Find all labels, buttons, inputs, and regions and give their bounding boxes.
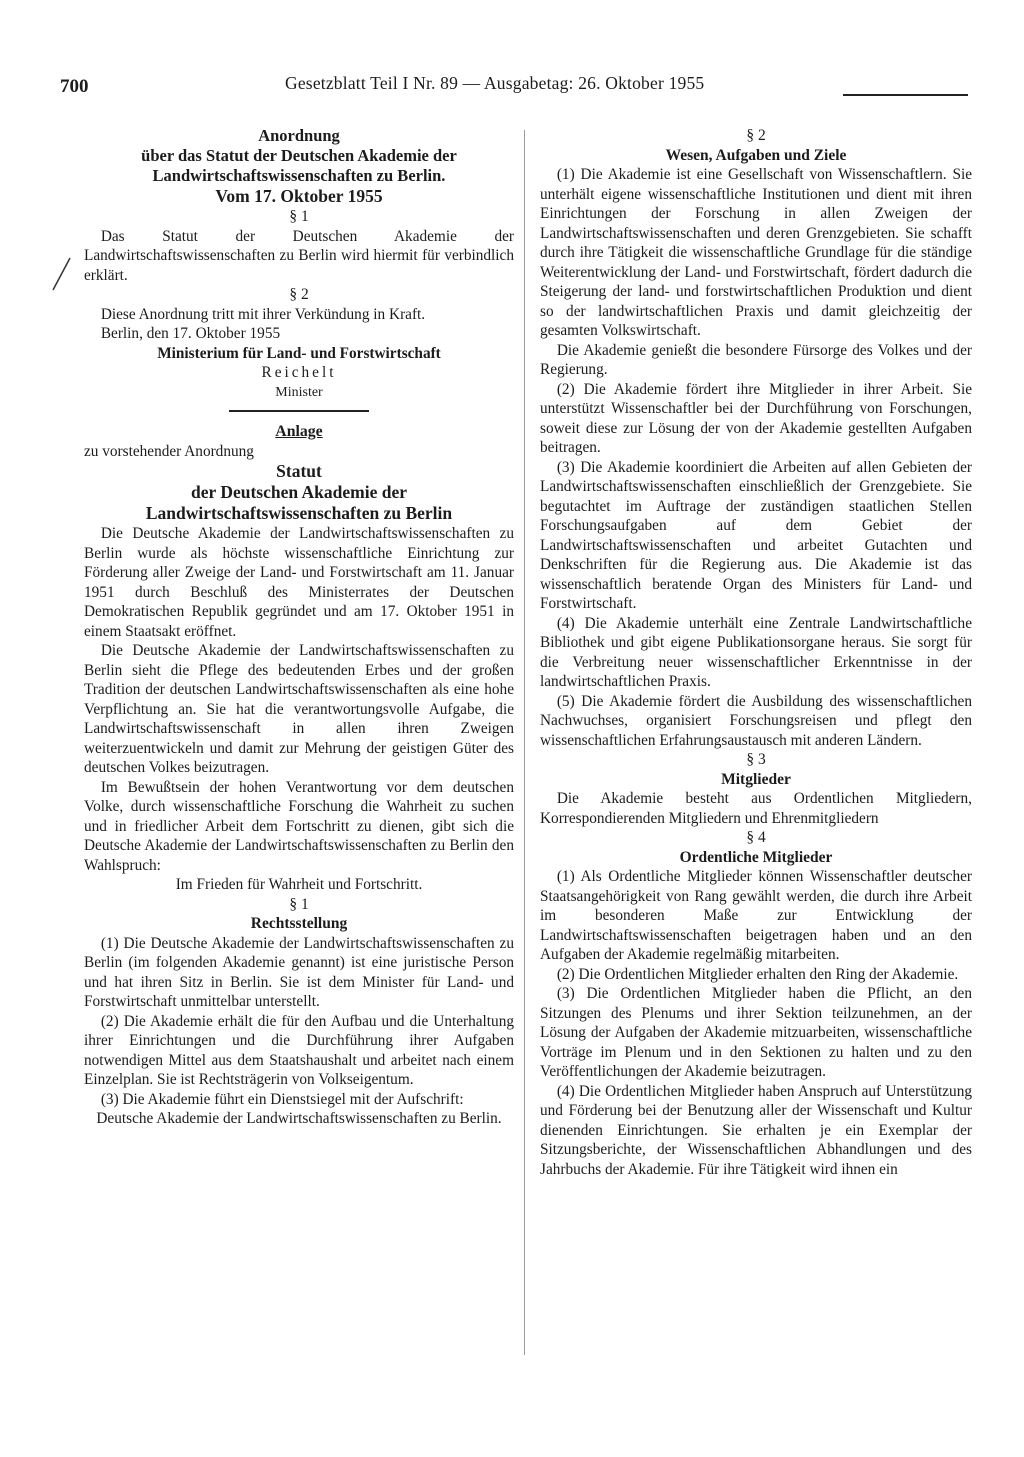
statut-title: Statut bbox=[276, 461, 322, 481]
signatory-name: Reichelt bbox=[261, 364, 337, 381]
section-2-heading: Wesen, Aufgaben und Ziele bbox=[665, 146, 847, 164]
paragraph-1-label: § 1 bbox=[289, 208, 309, 225]
section-2-label: § 2 bbox=[746, 127, 766, 144]
section-2-paragraph: (4) Die Akademie unterhält eine Zentrale Landwirtschaftliche Bibliothek und gibt eigene Publikationsorgane heraus. Sie sorgt für die Verbreitung neuer wissenschaftlicher Erkenntnisse in der landwirtschaftlichen Praxis. bbox=[540, 614, 972, 690]
paragraph-2-text: Diese Anordnung tritt mit ihrer Verkündung in Kraft. bbox=[100, 305, 426, 323]
section-separator bbox=[229, 410, 369, 412]
ministry-name: Ministerium für Land- und Forstwirtschaft bbox=[157, 344, 441, 362]
section-2-paragraph: (2) Die Akademie fördert ihre Mitglieder in ihrer Arbeit. Sie unterstützt Wissenschaftler bei der Durchführung von Forschungen, soweit diese zur Lösung der von der Akademie gestellten Aufgaben beitragen. bbox=[540, 380, 972, 456]
anordnung-date: Vom 17. Oktober 1955 bbox=[215, 186, 383, 206]
section-2-paragraph: (3) Die Akademie koordiniert die Arbeiten auf allen Gebieten der Landwirtschaftswissenschaften einschließlich der Grenzgebiete. Sie begutachtet im Auftrage der zuständigen staatlichen Stellen Forschungsaufgaben auf dem Gebiet der Landwirtschaftswissenschaften und arbeitet Gutachten und Denkschriften für die Regierung aus. Die Akademie ist das wissenschaftlich beratende Organ des Ministers für Land- und Forstwirtschaft. bbox=[540, 458, 972, 612]
margin-pen-mark bbox=[50, 256, 72, 292]
page-header bbox=[60, 73, 968, 102]
section-3-label: § 3 bbox=[746, 751, 766, 768]
anordnung-subtitle: über das Statut der Deutschen Akademie der Landwirtschaftswissenschaften zu Berlin. bbox=[141, 146, 457, 185]
motto: Im Frieden für Wahrheit und Fortschritt. bbox=[175, 876, 423, 893]
statut-subtitle: der Deutschen Akademie der Landwirtschaftswissenschaften zu Berlin bbox=[145, 482, 453, 523]
column-divider bbox=[524, 130, 525, 1355]
section-1-paragraph: (1) Die Deutsche Akademie der Landwirtschaftswissenschaften zu Berlin (im folgenden Akademie genannt) ist eine juristische Person und hat ihren Sitz in Berlin. Sie ist dem Minister für Land- und Forstwirtschaft unmittelbar unterstellt. bbox=[84, 934, 514, 1010]
anlage-text: zu vorstehender Anordnung bbox=[84, 442, 254, 460]
right-column bbox=[540, 126, 972, 1179]
section-2-paragraph: (1) Die Akademie ist eine Gesellschaft von Wissenschaftlern. Sie unterhält eigene wissenschaftliche Institutionen und dient mit ihren Einrichtungen der Forschung in allen Zweigen der Landwirtschaftswissenschaften und deren Grenzgebieten. Sie schafft durch ihre Tätigkeit die wissenschaftliche Grundlage für die ständige Weiterentwicklung der Land- und Forstwirtschaft, fördert dadurch die Steigerung der land- und forstwirtschaftlichen Produktion und dient so der landwirtschaftlichen Praxis und damit gleichzeitig der gesamten Volkswirtschaft. bbox=[540, 166, 972, 339]
section-4-paragraph: (1) Als Ordentliche Mitglieder können Wissenschaftler deutscher Staatsangehörigkeit von Rang gewählt werden, die durch ihre Arbeit im besonderen Maße zur Entwicklung der Landwirtschaftswissenschaften beigetragen haben und an den Aufgaben der Akademie regelmäßig mitarbeiten. bbox=[540, 868, 972, 963]
section-2-paragraph: (5) Die Akademie fördert die Ausbildung des wissenschaftlichen Nachwuchses, organisiert Forschungsreisen und pflegt den wissenschaftlichen Erfahrungsaustausch mit anderen Ländern. bbox=[540, 692, 972, 749]
running-head: Gesetzblatt Teil I Nr. 89 — Ausgabetag: 26. Oktober 1955 bbox=[285, 73, 705, 93]
signatory-role: Minister bbox=[275, 384, 323, 400]
preamble-paragraph: Die Deutsche Akademie der Landwirtschaftswissenschaften zu Berlin sieht die Pflege des bedeutenden Erbes und der großen Tradition der deutschen Landwirtschaftswissenschaften als eine hohe Verpflichtung an. Sie hat die verantwortungsvolle Aufgabe, die Landwirtschaftswissenschaft in allen ihren Zweigen weiterzuentwickeln und damit zur Mehrung der geistigen Güter des deutschen Volkes beizutragen. bbox=[84, 642, 514, 776]
preamble-paragraph: Im Bewußtsein der hohen Verantwortung vor dem deutschen Volke, durch wissenschaftliche Forschung die Wahrheit zu suchen und in friedlicher Arbeit dem Fortschritt zu dienen, gibt sich die Deutsche Akademie der Landwirtschaftswissenschaften zu Berlin den Wahlspruch: bbox=[84, 778, 514, 874]
place-date: Berlin, den 17. Oktober 1955 bbox=[100, 325, 281, 342]
page-number: 700 bbox=[60, 76, 89, 97]
paragraph-2-label: § 2 bbox=[289, 286, 309, 303]
anlage-label: Anlage bbox=[275, 423, 323, 440]
anordnung-title: Anordnung bbox=[258, 126, 340, 145]
section-4-label: § 4 bbox=[746, 829, 766, 846]
section-4-paragraph: (3) Die Ordentlichen Mitglieder haben die Pflicht, an den Sitzungen des Plenums und ihrer Sektion teilzunehmen, an der Lösung der Aufgaben der Akademie mitzuarbeiten, wissenschaftliche Vorträge im Plenum und in den Sektionen zu halten und zu den Veröffentlichungen der Akademie beizutragen. bbox=[540, 985, 972, 1080]
section-4-paragraph: (4) Die Ordentlichen Mitglieder haben Anspruch auf Unterstützung und Förderung bei der Benutzung aller der Wissenschaft und Kultur dienenden Einrichtungen. Sie erhalten je ein Exemplar der Sitzungsberichte, der Wissenschaftlichen Abhandlungen und des Jahrbuchs der Akademie. Für ihre Tätigkeit wird ihnen ein bbox=[540, 1082, 972, 1178]
section-3-paragraph: Die Akademie besteht aus Ordentlichen Mitgliedern, Korrespondierenden Mitgliedern und Ehrenmitgliedern bbox=[540, 790, 972, 827]
section-1-label: § 1 bbox=[289, 895, 309, 913]
section-3-heading: Mitglieder bbox=[721, 770, 791, 788]
section-4-paragraph: (2) Die Ordentlichen Mitglieder erhalten den Ring der Akademie. bbox=[556, 965, 959, 983]
left-column bbox=[84, 126, 514, 1129]
section-1-paragraph: (2) Die Akademie erhält die für den Aufbau und die Unterhaltung ihrer Einrichtungen und die Durchführung ihrer Aufgaben notwendigen Mittel aus dem Staatshaushalt und arbeitet nach einem Einzelplan. Sie ist Rechtsträgerin von Volkseigentum. bbox=[84, 1012, 514, 1088]
section-1-heading: Rechtsstellung bbox=[250, 915, 348, 932]
section-1-paragraph: (3) Die Akademie führt ein Dienstsiegel mit der Aufschrift: bbox=[100, 1090, 464, 1108]
section-2-paragraph: Die Akademie genießt die besondere Fürsorge des Volkes und der Regierung. bbox=[540, 341, 972, 378]
section-4-heading: Ordentliche Mitglieder bbox=[679, 848, 833, 866]
seal-inscription: Deutsche Akademie der Landwirtschaftswissenschaften zu Berlin. bbox=[96, 1110, 502, 1127]
paragraph-1-text: Das Statut der Deutschen Akademie der Landwirtschaftswissenschaften zu Berlin wird hiermit für verbindlich erklärt. bbox=[84, 227, 514, 284]
header-rule bbox=[843, 94, 968, 96]
preamble-paragraph: Die Deutsche Akademie der Landwirtschaftswissenschaften zu Berlin wurde als höchste wissenschaftliche Einrichtung zur Förderung aller Zweige der Land- und Forstwirtschaft am 11. Januar 1951 durch Beschluß des Ministerrates der Deutschen Demokratischen Republik gegründet und am 17. Oktober 1951 in einem Staatsakt eröffnet. bbox=[84, 525, 514, 640]
